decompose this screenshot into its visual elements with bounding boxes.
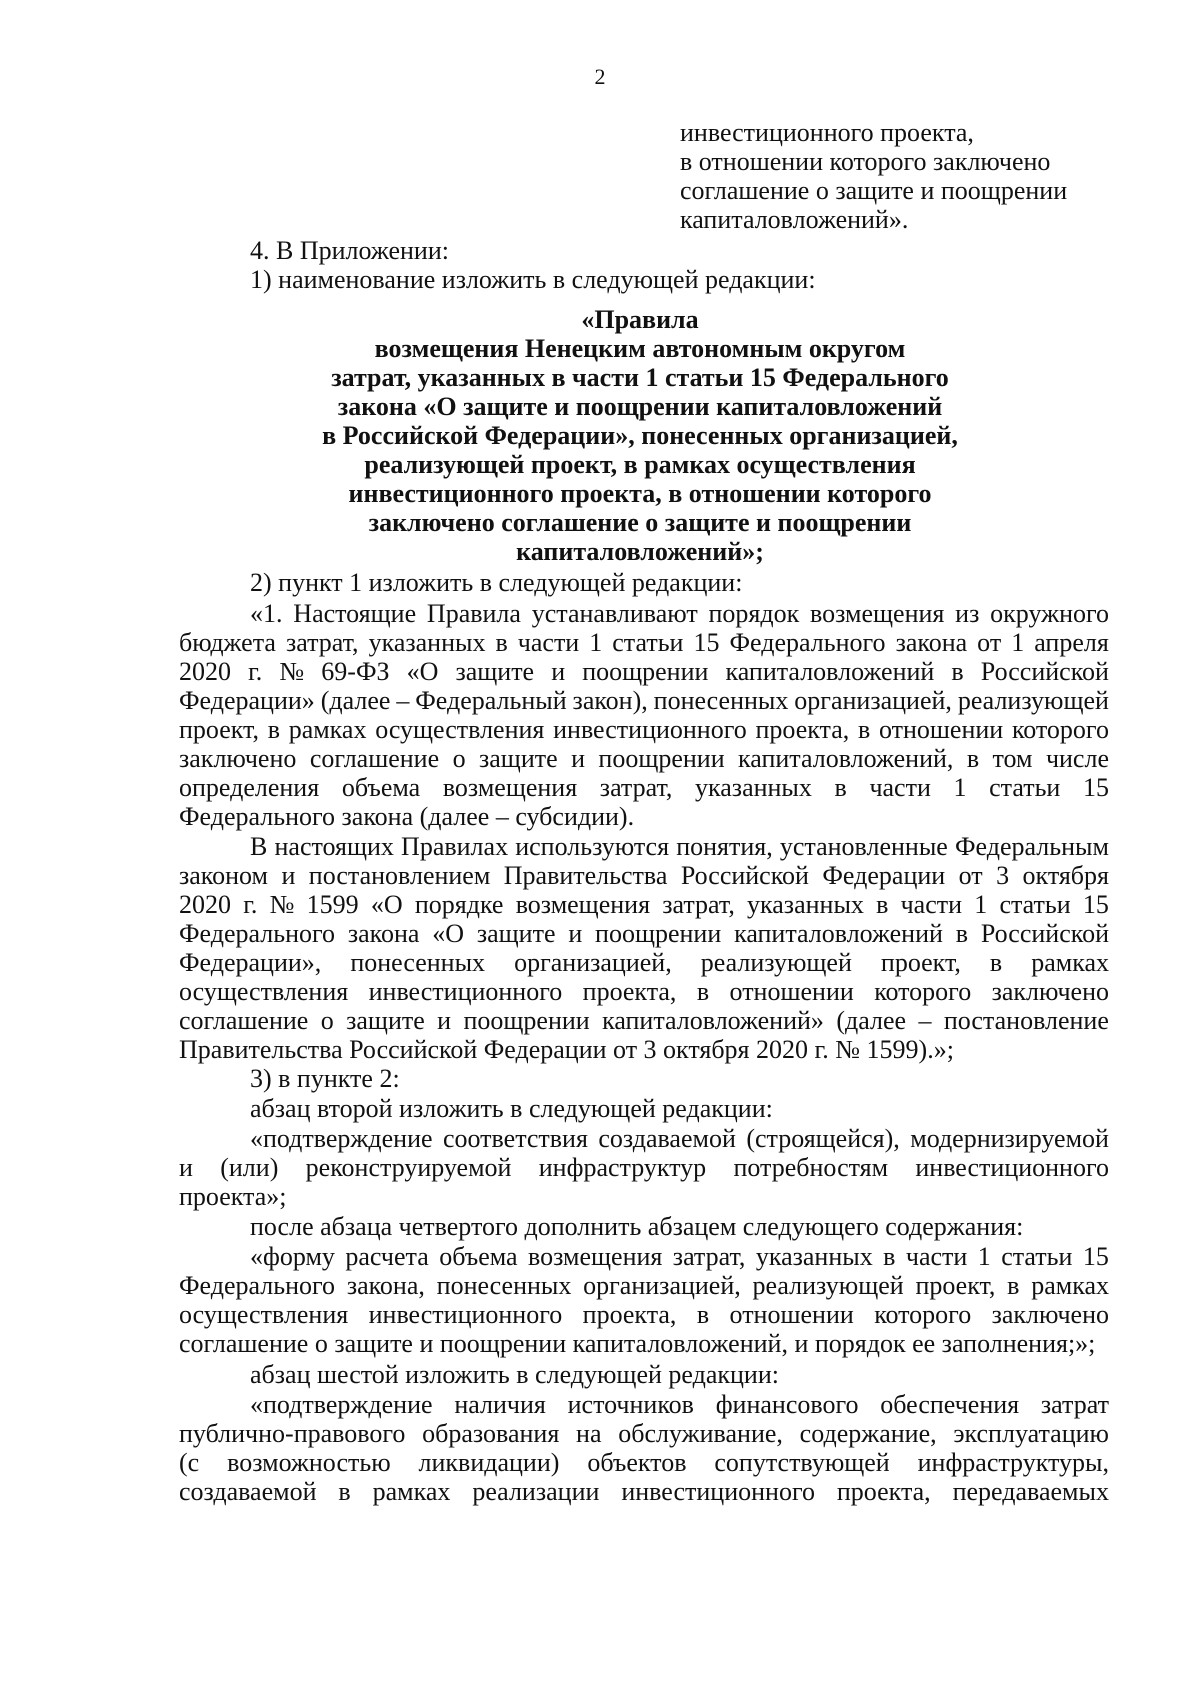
rules-title-line: инвестиционного проекта, в отношении которого — [348, 479, 932, 508]
continuation-line: в отношении которого заключено — [680, 147, 1051, 176]
paragraph-line: 2020 г. № 1599 «О порядке возмещения затрат, указанных в части 1 статьи 15 — [179, 890, 1109, 919]
paragraph-line: создаваемой в рамках реализации инвестиционного проекта, передаваемых — [179, 1477, 1109, 1506]
paragraph-line: бюджета затрат, указанных в части 1 статьи 15 Федерального закона от 1 апреля — [179, 628, 1109, 657]
item-4-heading: 4. В Приложении: — [250, 236, 449, 265]
continuation-line: инвестиционного проекта, — [680, 118, 974, 147]
paragraph-line: и (или) реконструируемой инфраструктур потребностям инвестиционного — [179, 1153, 1109, 1182]
paragraph-line: осуществления инвестиционного проекта, в отношении которого заключено — [179, 1300, 1109, 1329]
paragraph-3 — [179, 1124, 1109, 1211]
paragraph-4 — [179, 1242, 1109, 1358]
continuation-line: соглашение о защите и поощрении — [680, 176, 1068, 205]
paragraph-line: осуществления инвестиционного проекта, в отношении которого заключено — [179, 977, 1109, 1006]
paragraph-line: Правительства Российской Федерации от 3 октября 2020 г. № 1599).»; — [179, 1035, 954, 1064]
paragraph-line: Федерации», понесенных организацией, реализующей проект, в рамках — [179, 948, 1109, 977]
item-4-2: 2) пункт 1 изложить в следующей редакции: — [250, 568, 743, 597]
rules-title-line: закона «О защите и поощрении капиталовложений — [337, 392, 943, 421]
paragraph-line: Федерального закона, понесенных организацией, реализующей проект, в рамках — [179, 1271, 1109, 1300]
rules-title-line: затрат, указанных в части 1 статьи 15 Федерального — [331, 363, 949, 392]
paragraph-line: «форму расчета объема возмещения затрат, указанных в части 1 статьи 15 — [250, 1242, 1109, 1271]
paragraph-line: проекта»; — [179, 1182, 287, 1211]
abzac-6-intro: абзац шестой изложить в следующей редакции: — [250, 1360, 779, 1389]
paragraph-line: законом и постановлением Правительства Российской Федерации от 3 октября — [179, 861, 1109, 890]
paragraph-1 — [179, 599, 1109, 831]
paragraph-line: определения объема возмещения затрат, указанных в части 1 статьи 15 — [179, 773, 1109, 802]
paragraph-line: Федерального закона (далее – субсидии). — [179, 802, 635, 831]
abzac-2-intro: абзац второй изложить в следующей редакции: — [250, 1094, 773, 1123]
rules-title — [240, 305, 1040, 566]
paragraph-line: (с возможностью ликвидации) объектов сопутствующей инфраструктуры, — [179, 1448, 1109, 1477]
paragraph-line: «1. Настоящие Правила устанавливают порядок возмещения из окружного — [250, 599, 1109, 628]
paragraph-line: «подтверждение наличия источников финансового обеспечения затрат — [250, 1390, 1109, 1419]
rules-title-line: в Российской Федерации», понесенных организацией, — [322, 421, 958, 450]
rules-title-line: реализующей проект, в рамках осуществления — [364, 450, 916, 479]
paragraph-line: заключено соглашение о защите и поощрении капиталовложений, в том числе — [179, 744, 1109, 773]
paragraph-5 — [179, 1390, 1109, 1506]
paragraph-line: соглашение о защите и поощрении капиталовложений» (далее – постановление — [179, 1006, 1109, 1035]
paragraph-line: В настоящих Правилах используются понятия, установленные Федеральным — [250, 832, 1109, 861]
paragraph-line: публично-правового образования на обслуживание, содержание, эксплуатацию — [179, 1419, 1109, 1448]
rules-title-line: заключено соглашение о защите и поощрении — [368, 508, 912, 537]
continuation-line: капиталовложений». — [680, 205, 909, 234]
paragraph-2 — [179, 832, 1109, 1064]
paragraph-line: «подтверждение соответствия создаваемой (строящейся), модернизируемой — [250, 1124, 1109, 1153]
paragraph-line: проект, в рамках осуществления инвестиционного проекта, в отношении которого — [179, 715, 1109, 744]
page-number: 2 — [594, 64, 606, 89]
paragraph-line: соглашение о защите и поощрении капиталовложений, и порядок ее заполнения;»; — [179, 1329, 1096, 1358]
item-4-1: 1) наименование изложить в следующей редакции: — [250, 265, 816, 294]
continuation-block — [680, 118, 1160, 234]
paragraph-line: Федерации» (далее – Федеральный закон), понесенных организацией, реализующей — [179, 686, 1109, 715]
after-abzac-4-intro: после абзаца четвертого дополнить абзацем следующего содержания: — [250, 1212, 1024, 1241]
item-4-3: 3) в пункте 2: — [250, 1064, 400, 1093]
paragraph-line: 2020 г. № 69-ФЗ «О защите и поощрении капиталовложений в Российской — [179, 657, 1109, 686]
rules-title-line: возмещения Ненецким автономным округом — [374, 334, 906, 363]
paragraph-line: Федерального закона «О защите и поощрении капиталовложений в Российской — [179, 919, 1109, 948]
rules-title-line: «Правила — [581, 305, 699, 334]
rules-title-line: капиталовложений»; — [516, 537, 764, 566]
